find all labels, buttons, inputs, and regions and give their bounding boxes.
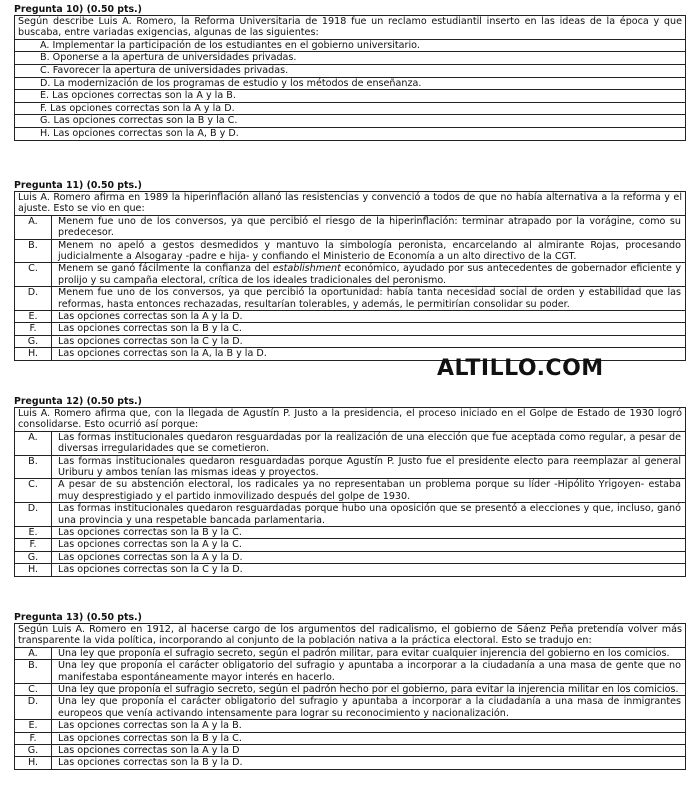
option-text: Las opciones correctas son la A y la D. [58, 551, 243, 563]
question-stem: Según describe Luis A. Romero, la Reforma Universitaria de 1918 fue un reclamo estudiantil inserto en las ideas de la época y que buscaba, entre variadas exigencias, algunas de las siguientes: [15, 16, 685, 40]
question-table [14, 191, 686, 361]
option-row: G. Las opciones correctas son la B y la C. [15, 115, 685, 128]
question-table [14, 407, 686, 577]
option-text: Las opciones correctas son la A, la B y la D. [58, 348, 267, 360]
option-row [15, 263, 685, 287]
option-row [15, 311, 685, 323]
altillo-watermark: ALTILLO.COM [437, 356, 604, 381]
option-row [15, 216, 685, 240]
option-row [15, 564, 685, 576]
question-title: Pregunta 10) (0.50 pts.) [14, 4, 142, 15]
option-letter: D. [15, 696, 52, 719]
option-row [15, 539, 685, 551]
option-letter: A. [15, 216, 52, 239]
option-text: Las opciones correctas son la A y la D [58, 745, 240, 757]
option-text: Las opciones correctas son la B y la D. [58, 757, 243, 769]
option-row: H. Las opciones correctas son la A, B y D. [15, 128, 685, 141]
option-row [15, 456, 685, 480]
option-row: E. Las opciones correctas son la A y la B. [15, 90, 685, 103]
question-10 [14, 4, 686, 141]
option-letter: B. [15, 456, 52, 479]
option-text: Las formas institucionales quedaron resguardadas porque hubo una oposición que se presentó a elecciones y que, incluso, ganó una provincia y una respetable bancada parlamentaria. [58, 503, 681, 526]
option-row [15, 240, 685, 264]
option-text: Las opciones correctas son la A y la D. [58, 311, 243, 323]
option-row [15, 479, 685, 503]
option-row [15, 527, 685, 539]
option-letter: A. [15, 648, 52, 659]
option-text: Menem fue uno de los conversos, ya que percibió la oportunidad: había tanta necesidad social de orden y estabilidad que las reformas, hasta entonces rechazadas, resultarían tolerables, y además, le permitirían consolidar su poder. [58, 287, 681, 310]
option-letter: D. [15, 503, 52, 526]
option-text: Las opciones correctas son la A y la B. [58, 720, 242, 732]
option-row [15, 503, 685, 527]
option-text: Las opciones correctas son la B y la C. [58, 527, 242, 539]
option-text: Menem fue uno de los conversos, ya que percibió el riesgo de la hiperinflación: terminar atrapado por la vorágine, como su predecesor. [58, 215, 681, 239]
option-letter: F. [15, 539, 52, 550]
option-letter: C. [15, 263, 52, 286]
question-title: Pregunta 13) (0.50 pts.) [14, 612, 142, 623]
option-row: B. Oponerse a la apertura de universidades privadas. [15, 52, 685, 65]
option-text: Las formas institucionales quedaron resguardadas porque Agustín P. Justo fue el presidente electo para reemplazar al general Uriburu y ambos tenían las mismas ideas y proyectos. [58, 455, 681, 479]
question-stem: Luis A. Romero afirma en 1989 la hiperinflación allanó las resistencias y convenció a todos de que no había alternativa a la reforma y el ajuste. Esto se vio en que: [15, 192, 685, 216]
option-text-emphasis: establishment [272, 263, 341, 275]
option-letter: H. [15, 757, 52, 768]
question-table [14, 623, 686, 770]
option-letter: A. [15, 432, 52, 455]
option-row [15, 648, 685, 660]
question-12 [14, 396, 686, 577]
option-text-part: económico, ayudado por sus antecedentes de gobernador eficiente y prolijo y su campaña electoral, crítica de los ideales tradicionales del peronismo. [58, 263, 681, 286]
option-letter: H. [15, 564, 52, 575]
option-text-part: Menem se ganó fácilmente la confianza del [58, 263, 273, 275]
question-title: Pregunta 11) (0.50 pts.) [14, 180, 142, 191]
option-text: Una ley que proponía el carácter obligatorio del sufragio y apuntaba a incorporar a la ciudadanía a una masa de gente que no manifestaba espontáneamente mayor interés en hacerlo. [58, 660, 681, 683]
option-letter: E. [15, 720, 52, 731]
option-letter: E. [15, 311, 52, 322]
option-text: Una ley que proponía el sufragio secreto, según el padrón hecho por el gobierno, para evitar la injerencia militar en los comicios. [58, 684, 679, 696]
option-row [15, 696, 685, 720]
option-row: A. Implementar la participación de los estudiantes en el gobierno universitario. [15, 40, 685, 53]
option-text: Las opciones correctas son la C y la D. [58, 335, 243, 347]
question-11 [14, 180, 686, 361]
option-row: F. Las opciones correctas son la A y la D. [15, 103, 685, 116]
question-13 [14, 612, 686, 770]
option-row [15, 720, 685, 732]
option-text: Las opciones correctas son la A y la C. [58, 539, 242, 551]
option-row: D. La modernización de los programas de estudio y los métodos de enseñanza. [15, 78, 685, 91]
option-letter: F. [15, 323, 52, 334]
option-letter: C. [15, 479, 52, 502]
option-letter: H. [15, 348, 52, 359]
option-text: A pesar de su abstención electoral, los radicales ya no representaban un problema porque su líder -Hipólito Yrigoyen- estaba muy desprestigiado y el partido inmovilizado después del golpe de 1930. [58, 479, 681, 502]
option-letter: G. [15, 336, 52, 347]
option-letter: D. [15, 287, 52, 310]
option-row [15, 745, 685, 757]
option-text: Una ley que proponía el sufragio secreto, según el padrón militar, para evitar cualquier injerencia del gobierno en los comicios. [58, 647, 670, 659]
question-table [14, 15, 686, 141]
question-title: Pregunta 12) (0.50 pts.) [14, 396, 142, 407]
option-row [15, 432, 685, 456]
option-letter: G. [15, 745, 52, 756]
question-stem: Según Luis A. Romero en 1912, al hacerse cargo de los argumentos del radicalismo, el gobierno de Sáenz Peña pretendía volver más transparente la vida política, incorporando al conjunto de la población nativa a la práctica electoral. Esto se tradujo en: [15, 624, 685, 648]
option-row [15, 660, 685, 684]
option-row [15, 757, 685, 769]
option-row [15, 552, 685, 564]
option-row [15, 323, 685, 335]
option-letter: G. [15, 552, 52, 563]
option-text: Las opciones correctas son la B y la C. [58, 323, 242, 335]
option-row [15, 733, 685, 745]
option-text: Las opciones correctas son la C y la D. [58, 564, 243, 576]
option-text: Las formas institucionales quedaron resguardadas por la realización de una elección que fue aceptada como regular, a pesar de diversas irregularidades que se cometieron. [58, 431, 681, 455]
option-letter: F. [15, 733, 52, 744]
option-row [15, 287, 685, 311]
option-row: C. Favorecer la apertura de universidades privadas. [15, 65, 685, 78]
option-text: Menem no apeló a gestos desmedidos y mantuvo la simbología peronista, encarcelando al almirante Rojas, procesando judicialmente a Alsogaray -padre e hija- y confiando el Ministerio de Economía a un alto directivo de la CGT. [58, 239, 681, 263]
option-text: Las opciones correctas son la B y la C. [58, 732, 242, 744]
option-letter: B. [15, 240, 52, 263]
option-row [15, 684, 685, 696]
question-stem: Luis A. Romero afirma que, con la llegada de Agustín P. Justo a la presidencia, el proceso iniciado en el Golpe de Estado de 1930 logró consolidarse. Esto ocurrió así porque: [15, 408, 685, 432]
option-row [15, 336, 685, 348]
option-text [52, 263, 685, 286]
option-letter: B. [15, 660, 52, 683]
option-letter: C. [15, 684, 52, 695]
option-text: Una ley que proponía el carácter obligatorio del sufragio y apuntaba a incorporar a la ciudadanía a una masa de inmigrantes europeos que venía activando intensamente para lograr su reconocimiento y nacionalización. [58, 696, 681, 719]
option-letter: E. [15, 527, 52, 538]
